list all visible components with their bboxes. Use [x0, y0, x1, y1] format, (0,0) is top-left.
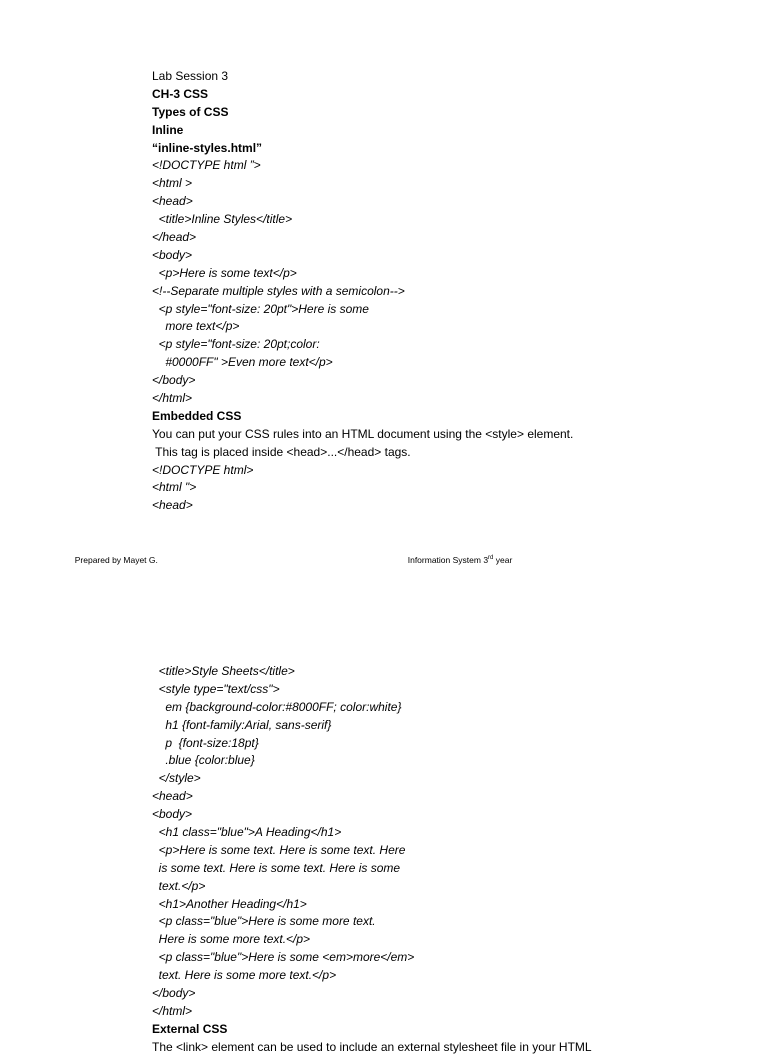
code-line: <body>: [152, 807, 193, 822]
code-line: <html ">: [152, 480, 197, 495]
page1-content: [152, 68, 752, 515]
footer-course-prefix: Information System 3: [407, 555, 489, 565]
code-line: is some text. Here is some text. Here is some: [152, 860, 401, 875]
code-line: <p class="blue">Here is some more text.: [152, 914, 376, 929]
code-line: </body>: [152, 373, 196, 388]
code-line: <style type="text/css">: [152, 681, 280, 696]
code-line: <p style="font-size: 20pt;color:: [152, 337, 320, 352]
section-heading: “inline-styles.html”: [152, 140, 263, 155]
code-line: <p style="font-size: 20pt">Here is some: [152, 301, 369, 316]
code-line: <p>Here is some text. Here is some text. Here: [152, 842, 406, 857]
footer-author-text: Prepared by Mayet G.: [74, 555, 158, 565]
code-line: <h1 class="blue">A Heading</h1>: [152, 825, 342, 840]
code-line: <p>Here is some text</p>: [152, 265, 297, 280]
code-line: <html >: [152, 176, 193, 191]
code-line: <!--Separate multiple styles with a semicolon-->: [152, 283, 405, 298]
code-line: <!DOCTYPE html ”>: [152, 158, 261, 173]
code-line: <!DOCTYPE html>: [152, 462, 254, 477]
code-line: Here is some more text.</p>: [152, 932, 311, 947]
text-line: Lab Session 3: [152, 69, 229, 83]
page2-content: [152, 663, 752, 1057]
code-line: em {background-color:#8000FF; color:white}: [152, 699, 402, 714]
section-heading: External CSS: [152, 1021, 228, 1036]
code-line: <body>: [152, 247, 193, 262]
code-line: more text</p>: [152, 319, 240, 334]
code-line: <head>: [152, 194, 193, 209]
section-heading: CH-3 CSS: [152, 86, 209, 101]
section-heading: Types of CSS: [152, 104, 229, 119]
code-line: <p class="blue">Here is some <em>more</em>: [152, 950, 415, 965]
footer-author: [70, 545, 158, 565]
code-line: <h1>Another Heading</h1>: [152, 896, 307, 911]
text-line: You can put your CSS rules into an HTML document using the <style> element.: [152, 426, 574, 441]
code-line: <title>Inline Styles</title>: [152, 212, 293, 227]
code-line: </head>: [152, 230, 197, 245]
footer-course-suffix: year: [493, 555, 513, 565]
code-line: <head>: [152, 498, 193, 513]
code-line: </style>: [152, 771, 201, 786]
code-line: .blue {color:blue}: [152, 753, 255, 768]
code-line: h1 {font-family:Arial, sans-serif}: [152, 717, 332, 732]
code-line: </body>: [152, 986, 196, 1001]
code-line: p {font-size:18pt}: [152, 735, 259, 750]
section-heading: Embedded CSS: [152, 408, 242, 423]
code-line: <title>Style Sheets</title>: [152, 664, 295, 678]
text-line: This tag is placed inside <head>...</head> tags.: [152, 444, 411, 459]
code-line: #0000FF" >Even more text</p>: [152, 355, 333, 370]
footer-course: [403, 545, 512, 565]
text-line: The <link> element can be used to include an external stylesheet file in your HTML: [152, 1039, 592, 1054]
code-line: text. Here is some more text.</p>: [152, 968, 337, 983]
section-heading: Inline: [152, 122, 184, 137]
code-line: </html>: [152, 391, 193, 406]
code-line: text.</p>: [152, 878, 206, 893]
code-line: </html>: [152, 1003, 193, 1018]
code-line: <head>: [152, 789, 193, 804]
footer-course-sup: rd: [488, 555, 494, 562]
